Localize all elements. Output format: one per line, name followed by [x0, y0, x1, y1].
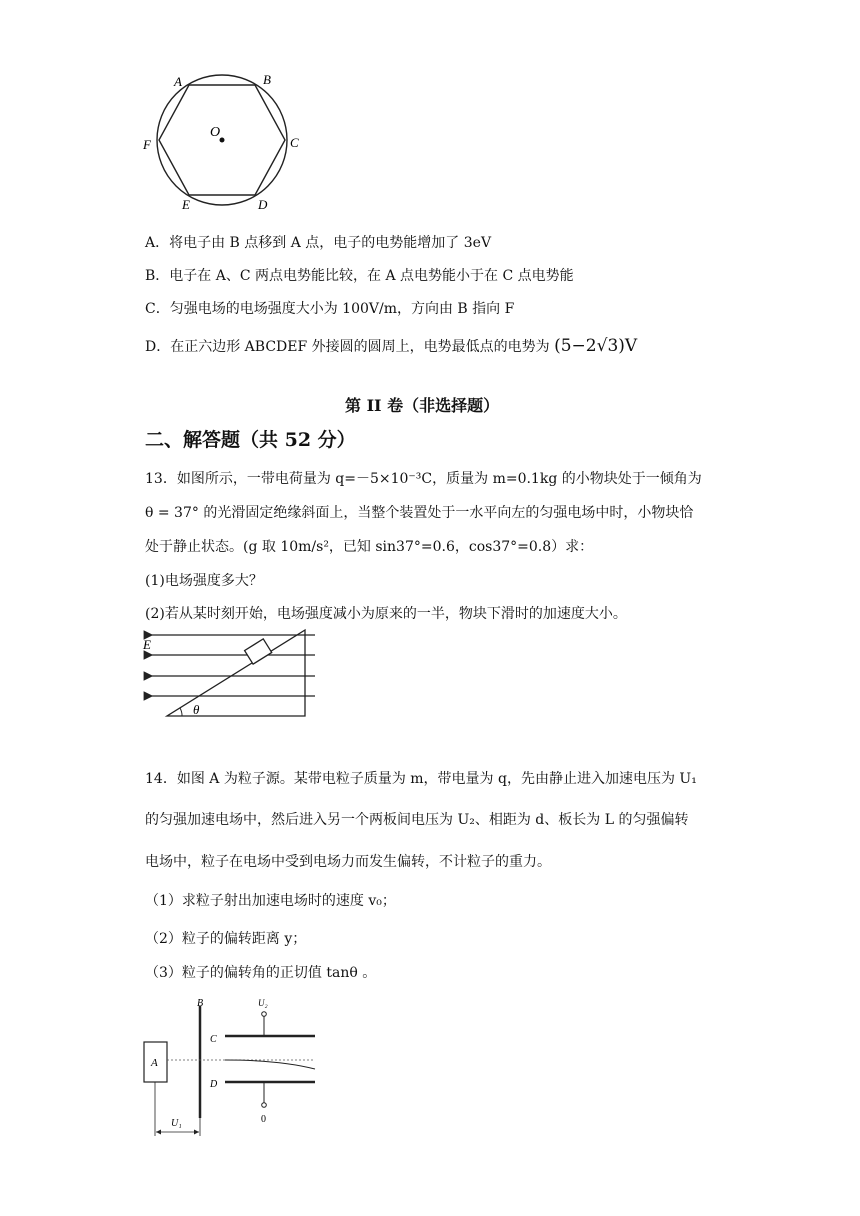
option-d — [145, 336, 637, 356]
label-E-field: E — [143, 637, 151, 652]
block — [245, 639, 272, 664]
q13-line2: θ = 37° 的光滑固定绝缘斜面上，当整个装置处于一水平向左的匀强电场中时，小物块恰 — [145, 505, 694, 521]
label-B-plate: B — [197, 998, 204, 1009]
label-E: E — [182, 197, 190, 212]
q14-sub2: （2）粒子的偏转距离 y； — [145, 931, 307, 947]
option-d-formula: (5−2√3)V — [554, 336, 638, 356]
label-C-plate: C — [210, 1034, 217, 1045]
center-point — [220, 138, 225, 143]
incline-triangle — [167, 630, 305, 716]
label-D: D — [258, 197, 268, 212]
label-F: F — [143, 137, 151, 152]
label-U1: U₁ — [171, 1118, 182, 1129]
deflection-figure — [140, 996, 320, 1142]
label-A: A — [174, 74, 182, 89]
q13-sub1: (1)电场强度多大？ — [145, 573, 263, 589]
label-D-plate: D — [210, 1079, 218, 1090]
section-heading: 二、解答题（共 52 分） — [145, 429, 356, 451]
trajectory — [225, 1060, 315, 1069]
hexagon-figure — [140, 70, 310, 215]
label-U2: U₂ — [258, 998, 268, 1008]
label-zero: 0 — [261, 1114, 266, 1125]
option-d-text: D．在正六边形 ABCDEF 外接圆的圆周上，电势最低点的电势为 — [145, 339, 550, 355]
q14-line3: 电场中，粒子在电场中受到电场力而发生偏转，不计粒子的重力。 — [145, 854, 551, 870]
part2-title: 第 II 卷（非选择题） — [345, 396, 500, 415]
q14-sub3: （3）粒子的偏转角的正切值 tanθ 。 — [145, 965, 377, 981]
label-A-source: A — [151, 1057, 158, 1069]
q14-sub1: （1）求粒子射出加速电场时的速度 v₀； — [145, 893, 396, 909]
option-a: A．将电子由 B 点移到 A 点，电子的电势能增加了 3eV — [145, 235, 492, 251]
option-c: C．匀强电场的电场强度大小为 100V/m，方向由 B 指向 F — [145, 301, 515, 317]
q14-line1: 14．如图 A 为粒子源。某带电粒子质量为 m，带电量为 q，先由静止进入加速电压为 U₁ — [145, 771, 697, 787]
q14-line2: 的匀强加速电场中，然后进入另一个两板间电压为 U₂、相距为 d、板长为 L 的匀强偏转 — [145, 812, 689, 828]
incline-figure — [140, 626, 320, 722]
label-C: C — [290, 135, 299, 150]
q13-line3: 处于静止状态。(g 取 10m/s²，已知 sin37°=0.6，cos37°=0.8）求： — [145, 539, 594, 555]
label-O: O — [210, 125, 221, 140]
option-b: B．电子在 A、C 两点电势能比较，在 A 点电势能小于在 C 点电势能 — [145, 268, 574, 284]
q13-line1: 13．如图所示，一带电荷量为 q=－5×10⁻³C，质量为 m=0.1kg 的小物块处于一倾角为 — [145, 471, 702, 487]
label-B: B — [263, 72, 271, 87]
q13-sub2: (2)若从某时刻开始，电场强度减小为原来的一半，物块下滑时的加速度大小。 — [145, 606, 627, 622]
label-theta: θ — [193, 702, 200, 717]
